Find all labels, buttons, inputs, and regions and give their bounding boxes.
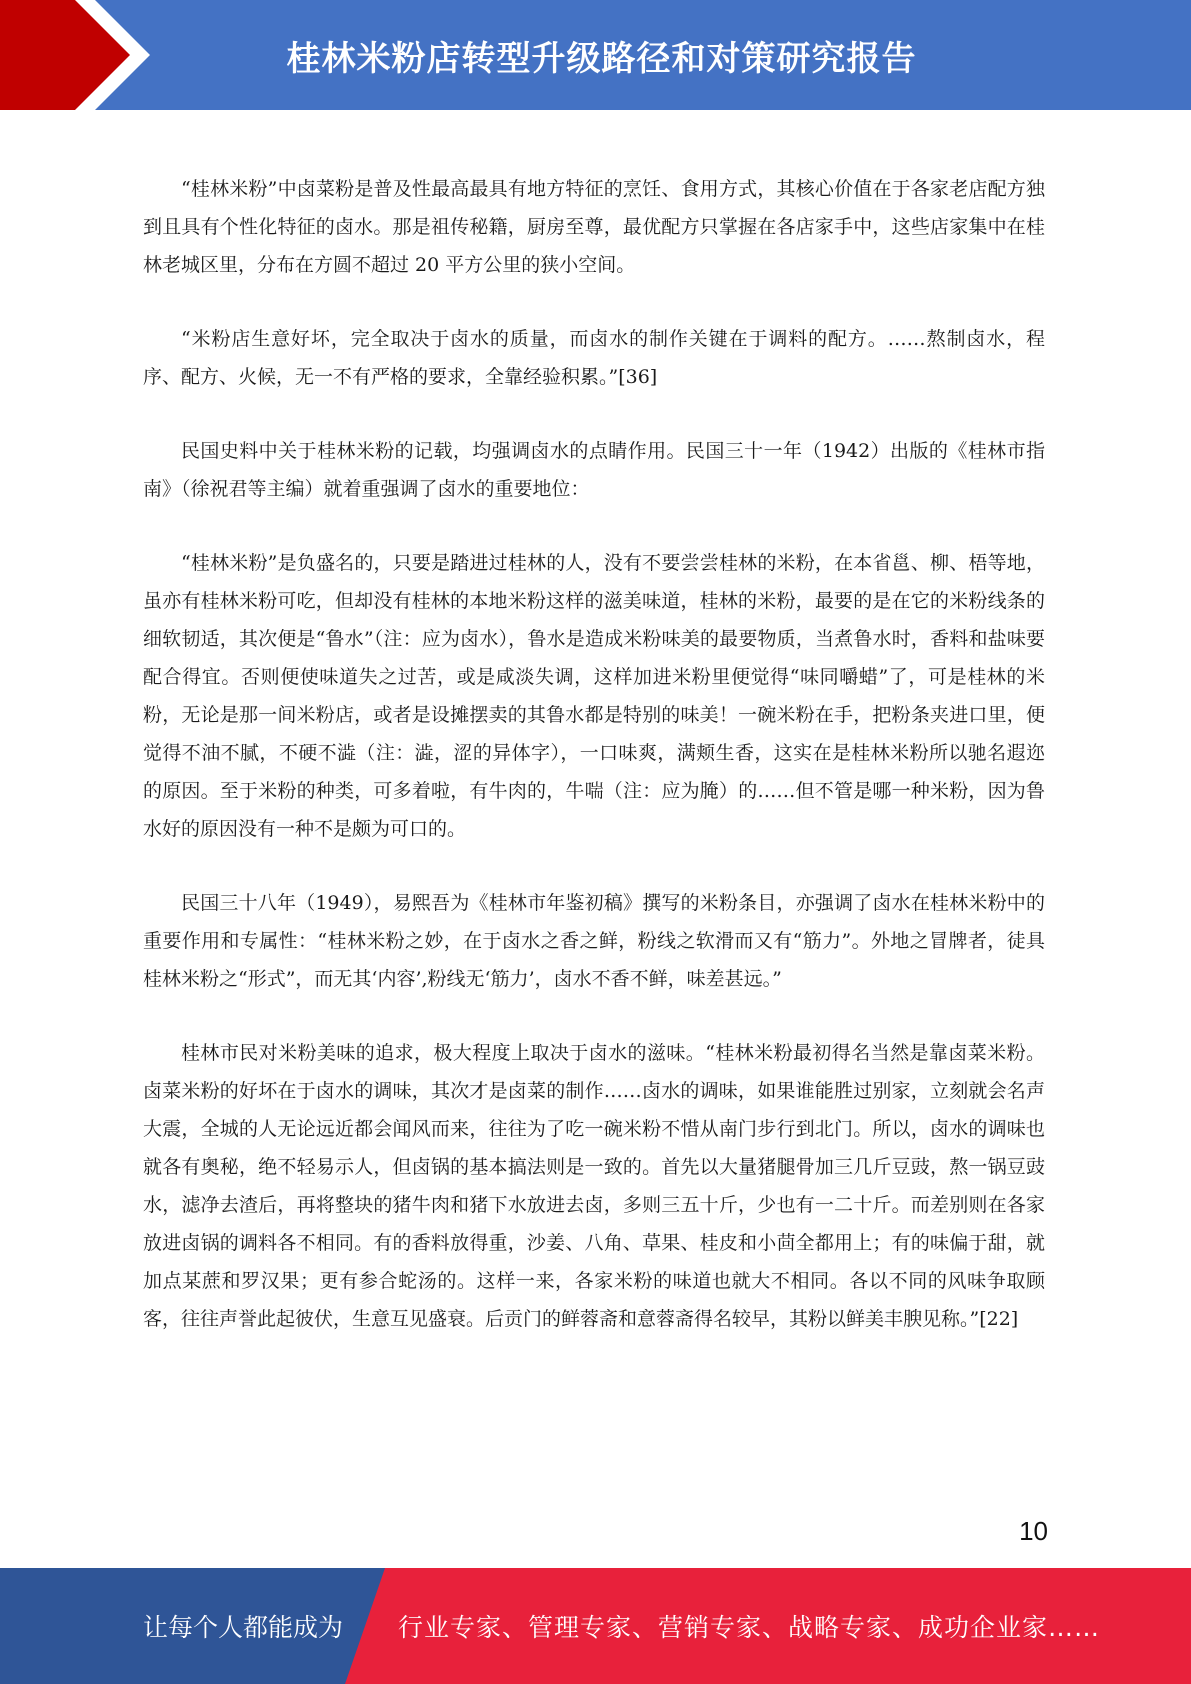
footer-slogan-right: 行业专家、管理专家、营销专家、战略专家、成功企业家…… (398, 1613, 1101, 1642)
body-paragraph: “桂林米粉”是负盛名的，只要是踏进过桂林的人，没有不要尝尝桂林的米粉，在本省邕、柳、梧等地，虽亦有桂林米粉可吃，但却没有桂林的本地米粉这样的滋美味道，桂林的米粉，最要的是在它的米粉线条的细软韧适，其次便是“鲁水”（注：应为卤水），鲁水是造成米粉味美的最要物质，当煮鲁水时，香料和盐味要配合得宜。否则便使味道失之过苦，或是咸淡失调，这样加进米粉里便觉得“味同嚼蜡”了，可是桂林的米粉，无论是那一间米粉店，或者是设摊摆卖的其鲁水都是特别的味美！一碗米粉在手，把粉条夹进口里，便觉得不油不腻，不硬不澁（注：澁，涩的异体字），一口味爽，满颊生香，这实在是桂林米粉所以驰名遐迩的原因。至于米粉的种类，可多着啦，有牛肉的，牛喘（注：应为腌）的……但不管是哪一种米粉，因为鲁水好的原因没有一种不是颇为可口的。 (143, 552, 1045, 840)
body-paragraph: 民国史料中关于桂林米粉的记载，均强调卤水的点睛作用。民国三十一年（1942）出版的《桂林市指南》（徐祝君等主编）就着重强调了卤水的重要地位： (143, 440, 1045, 500)
footer-slogan-left: 让每个人都能成为 (143, 1613, 344, 1642)
document-title: 桂林米粉店转型升级路径和对策研究报告 (286, 38, 917, 79)
body-paragraph: “米粉店生意好坏，完全取决于卤水的质量，而卤水的制作关键在于调料的配方。……熬制卤水，程序、配方、火候，无一不有严格的要求，全靠经验积累。”[36] (143, 328, 1045, 388)
body-paragraph: 桂林市民对米粉美味的追求，极大程度上取决于卤水的滋味。“桂林米粉最初得名当然是靠卤菜米粉。卤菜米粉的好坏在于卤水的调味，其次才是卤菜的制作……卤水的调味，如果谁能胜过别家，立刻就会名声大震，全城的人无论远近都会闻风而来，往往为了吃一碗米粉不惜从南门步行到北门。所以，卤水的调味也就各有奥秘，绝不轻易示人，但卤锅的基本搞法则是一致的。首先以大量猪腿骨加三几斤豆豉，熬一锅豆豉水，滤净去渣后，再将整块的猪牛肉和猪下水放进去卤，多则三五十斤，少也有一二十斤。而差别则在各家放进卤锅的调料各不相同。有的香料放得重，沙姜、八角、草果、桂皮和小茴全都用上；有的味偏于甜，就加点某蔗和罗汉果；更有参合蛇汤的。这样一来，各家米粉的味道也就大不相同。各以不同的风味争取顾客，往往声誉此起彼伏，生意互见盛衰。后贡门的鲜蓉斋和意蓉斋得名较早，其粉以鲜美丰腴见称。”[22] (143, 1042, 1045, 1330)
page-header (0, 0, 1191, 110)
body-paragraph: 民国三十八年（1949），易熙吾为《桂林市年鉴初稿》撰写的米粉条目，亦强调了卤水在桂林米粉中的重要作用和专属性：“桂林米粉之妙，在于卤水之香之鲜，粉线之软滑而又有“筋力”。外地之冒牌者，徒具桂林米粉之“形式”，而无其‘内容’,粉线无‘筋力’，卤水不香不鲜，味差甚远。” (143, 892, 1045, 990)
body-paragraph: “桂林米粉”中卤菜粉是普及性最高最具有地方特征的烹饪、食用方式，其核心价值在于各家老店配方独到且具有个性化特征的卤水。那是祖传秘籍，厨房至尊，最优配方只掌握在各店家手中，这些店家集中在桂林老城区里，分布在方圆不超过 20 平方公里的狭小空间。 (143, 178, 1045, 276)
page-footer (0, 1568, 1191, 1684)
page-number: 10 (1019, 1516, 1048, 1546)
main-content (143, 170, 1045, 1374)
